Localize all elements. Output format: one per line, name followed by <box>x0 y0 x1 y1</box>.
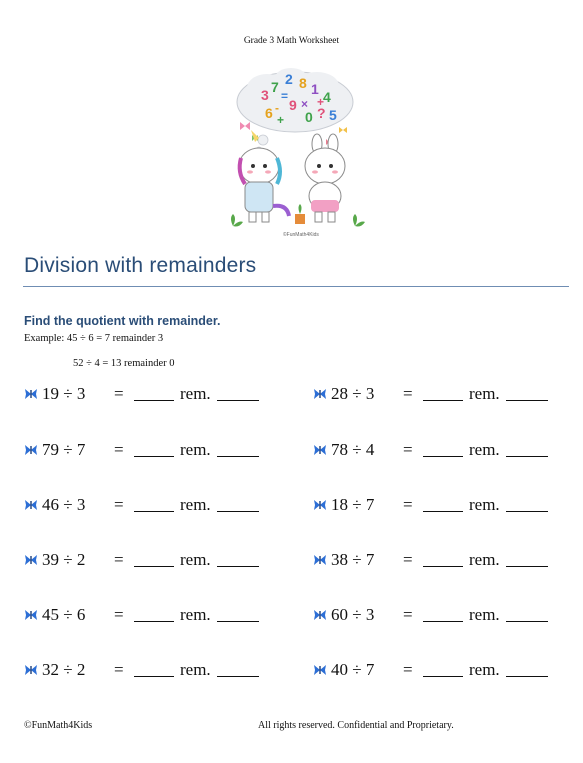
equals-sign: = <box>114 605 124 624</box>
cloud-char: 4 <box>323 89 331 105</box>
remainder-answer-blank[interactable] <box>217 662 259 677</box>
problem-row <box>313 384 548 406</box>
remainder-answer-blank[interactable] <box>217 552 259 567</box>
problem-row <box>24 660 259 682</box>
equals-sign: = <box>403 495 413 514</box>
butterfly-icon <box>24 664 38 676</box>
illustration <box>225 66 365 238</box>
quotient-answer-blank[interactable] <box>423 662 463 677</box>
equals-sign: = <box>114 440 124 459</box>
remainder-label: rem. <box>180 384 211 403</box>
equals-sign: = <box>114 495 124 514</box>
butterfly-icon <box>24 609 38 621</box>
problem-row <box>313 660 548 682</box>
cloud-char: 6 <box>265 105 273 121</box>
cloud-char: 0 <box>305 109 313 125</box>
equals-sign: = <box>403 660 413 679</box>
cloud-char: 3 <box>261 87 269 103</box>
division-expression: 19 ÷ 3 <box>42 384 86 403</box>
remainder-label: rem. <box>180 605 211 624</box>
remainder-label: rem. <box>469 495 500 514</box>
butterfly-icon <box>24 499 38 511</box>
remainder-label: rem. <box>180 660 211 679</box>
problem-row <box>24 440 259 462</box>
remainder-answer-blank[interactable] <box>217 442 259 457</box>
section-divider <box>23 286 569 287</box>
division-expression: 28 ÷ 3 <box>331 384 375 403</box>
cloud-char: + <box>277 113 285 127</box>
equals-sign: = <box>403 605 413 624</box>
remainder-answer-blank[interactable] <box>506 386 548 401</box>
remainder-answer-blank[interactable] <box>506 552 548 567</box>
remainder-label: rem. <box>469 440 500 459</box>
footer-rights: All rights reserved. Confidential and Proprietary. <box>258 720 454 731</box>
butterfly-icon <box>313 609 327 621</box>
remainder-label: rem. <box>469 605 500 624</box>
quotient-answer-blank[interactable] <box>134 442 174 457</box>
cloud-char: × <box>301 97 309 111</box>
equals-sign: = <box>403 550 413 569</box>
butterfly-icon <box>24 444 38 456</box>
equals-sign: = <box>403 440 413 459</box>
division-expression: 40 ÷ 7 <box>331 660 375 679</box>
butterfly-icon <box>24 554 38 566</box>
cloud-char: 1 <box>311 81 319 97</box>
quotient-answer-blank[interactable] <box>134 386 174 401</box>
remainder-answer-blank[interactable] <box>217 386 259 401</box>
remainder-answer-blank[interactable] <box>217 497 259 512</box>
division-expression: 79 ÷ 7 <box>42 440 86 459</box>
division-expression: 46 ÷ 3 <box>42 495 86 514</box>
problem-row <box>24 384 259 406</box>
remainder-answer-blank[interactable] <box>217 607 259 622</box>
division-expression: 32 ÷ 2 <box>42 660 86 679</box>
quotient-answer-blank[interactable] <box>134 662 174 677</box>
butterfly-icon <box>313 554 327 566</box>
remainder-answer-blank[interactable] <box>506 497 548 512</box>
quotient-answer-blank[interactable] <box>423 552 463 567</box>
division-expression: 38 ÷ 7 <box>331 550 375 569</box>
bunny-character-icon <box>305 134 345 222</box>
cloud-char: 7 <box>271 79 279 95</box>
example-line-2: 52 ÷ 4 = 13 remainder 0 <box>73 358 175 369</box>
problem-row <box>24 550 259 572</box>
cloud-char: 2 <box>285 71 293 87</box>
problem-row <box>24 495 259 517</box>
cloud-char: 5 <box>329 107 337 123</box>
equals-sign: = <box>403 384 413 403</box>
remainder-answer-blank[interactable] <box>506 607 548 622</box>
butterfly-icon <box>313 499 327 511</box>
remainder-label: rem. <box>469 660 500 679</box>
division-expression: 60 ÷ 3 <box>331 605 375 624</box>
cloud-char: ? <box>317 105 326 121</box>
instruction-text: Find the quotient with remainder. <box>24 314 221 328</box>
quotient-answer-blank[interactable] <box>134 497 174 512</box>
equals-sign: = <box>114 550 124 569</box>
quotient-answer-blank[interactable] <box>423 386 463 401</box>
worksheet-header: Grade 3 Math Worksheet <box>243 36 340 46</box>
quotient-answer-blank[interactable] <box>134 552 174 567</box>
division-expression: 18 ÷ 7 <box>331 495 375 514</box>
butterfly-icon <box>313 388 327 400</box>
remainder-answer-blank[interactable] <box>506 662 548 677</box>
butterfly-icon <box>313 664 327 676</box>
equals-sign: = <box>114 660 124 679</box>
quotient-answer-blank[interactable] <box>423 442 463 457</box>
problem-row <box>313 440 548 462</box>
quotient-answer-blank[interactable] <box>423 497 463 512</box>
problem-row <box>313 495 548 517</box>
footer-copyright: ©FunMath4Kids <box>24 720 93 731</box>
illustration-watermark: ©FunMath4Kids <box>283 232 319 238</box>
remainder-label: rem. <box>180 495 211 514</box>
remainder-label: rem. <box>180 440 211 459</box>
quotient-answer-blank[interactable] <box>134 607 174 622</box>
quotient-answer-blank[interactable] <box>423 607 463 622</box>
butterfly-icon <box>24 388 38 400</box>
example-line-1: Example: 45 ÷ 6 = 7 remainder 3 <box>24 333 164 344</box>
section-title: Division with remainders <box>24 254 257 277</box>
equals-sign: = <box>114 384 124 403</box>
cloud-char: 8 <box>299 75 307 91</box>
division-expression: 39 ÷ 2 <box>42 550 86 569</box>
cloud-char: 9 <box>289 97 297 113</box>
remainder-label: rem. <box>469 384 500 403</box>
cloud-char: = <box>281 89 289 103</box>
problem-row <box>24 605 259 627</box>
remainder-label: rem. <box>180 550 211 569</box>
problem-row <box>313 605 548 627</box>
remainder-answer-blank[interactable] <box>506 442 548 457</box>
division-expression: 78 ÷ 4 <box>331 440 375 459</box>
problem-row <box>313 550 548 572</box>
cloud-char: + <box>317 95 325 109</box>
remainder-label: rem. <box>469 550 500 569</box>
butterfly-icon <box>313 444 327 456</box>
division-expression: 45 ÷ 6 <box>42 605 86 624</box>
cloud-char: - <box>275 101 279 115</box>
